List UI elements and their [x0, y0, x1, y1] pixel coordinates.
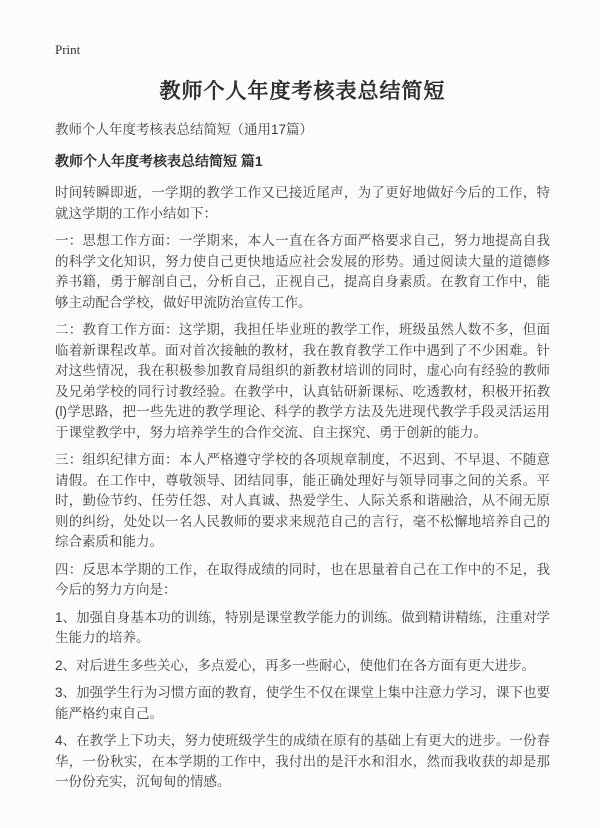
paragraph: 三：组织纪律方面：本人严格遵守学校的各项规章制度，不迟到、不早退、不随意请假。在工作中，尊敬领导、团结同事，能正确处理好与领导同事之间的关系。平时，勤俭节约、任劳任怨、对人真诚、热爱学生、人际关系和谐融洽，从不闹无原则的纠纷，处处以一名人民教师的要求来规范自己的言行，毫不松懈地培养自己的综合素质和能力。 — [55, 452, 550, 549]
paragraph: 1、加强自身基本功的训练，特别是课堂教学能力的训练。做到精讲精练，注重对学生能力的培养。 — [55, 609, 550, 645]
section-heading: 教师个人年度考核表总结简短 篇1 — [55, 153, 263, 169]
print-link[interactable]: Print — [55, 42, 81, 57]
paragraph: 时间转瞬即逝，一学期的教学工作又已接近尾声，为了更好地做好今后的工作，特就这学期的工作小结如下： — [55, 185, 550, 221]
page-title: 教师个人年度考核表总结简短 — [159, 80, 446, 103]
document-subtitle: 教师个人年度考核表总结简短（通用17篇） — [55, 122, 314, 137]
paragraph: 4、在教学上下功夫，努力使班级学生的成绩在原有的基础上有更大的进步。一份春华，一份秋实，在本学期的工作中，我付出的是汗水和泪水，然而我收获的却是那一份份充实，沉甸甸的情感。 — [55, 733, 550, 789]
document-body — [55, 183, 550, 793]
paragraph: 2、对后进生多些关心，多点爱心，再多一些耐心，使他们在各方面有更大进步。 — [55, 657, 536, 673]
paragraph: 一：思想工作方面：一学期来，本人一直在各方面严格要求自己，努力地提高自我的科学文化知识，努力使自己更快地适应社会发展的形势。通过阅读大量的道德修养书籍，勇于解剖自己，分析自己，正视自己，提高自身素质。在教育工作中，能够主动配合学校，做好甲流防治宣传工作。 — [55, 233, 550, 310]
paragraph: 3、加强学生行为习惯方面的教育，使学生不仅在课堂上集中注意力学习，课下也要能严格约束自己。 — [55, 685, 550, 721]
paragraph: 四：反思本学期的工作，在取得成绩的同时，也在思量着自己在工作中的不足，我今后的努力方向是： — [55, 561, 550, 597]
paragraph: 二：教育工作方面：这学期，我担任毕业班的教学工作，班级虽然人数不多，但面临着新课程改革。面对首次接触的教材，我在教育教学工作中遇到了不少困难。针对这些情况，我在积极参加教育局组织的新教材培训的同时，虚心向有经验的教师及兄弟学校的同行讨教经验。在教学中，认真钻研新课标、吃透教材，积极开拓教(l)学思路，把一些先进的教学理论、科学的教学方法及先进现代教学手段灵活运用于课堂教学中，努力培养学生的合作交流、自主探究、勇于创新的能力。 — [55, 322, 550, 440]
